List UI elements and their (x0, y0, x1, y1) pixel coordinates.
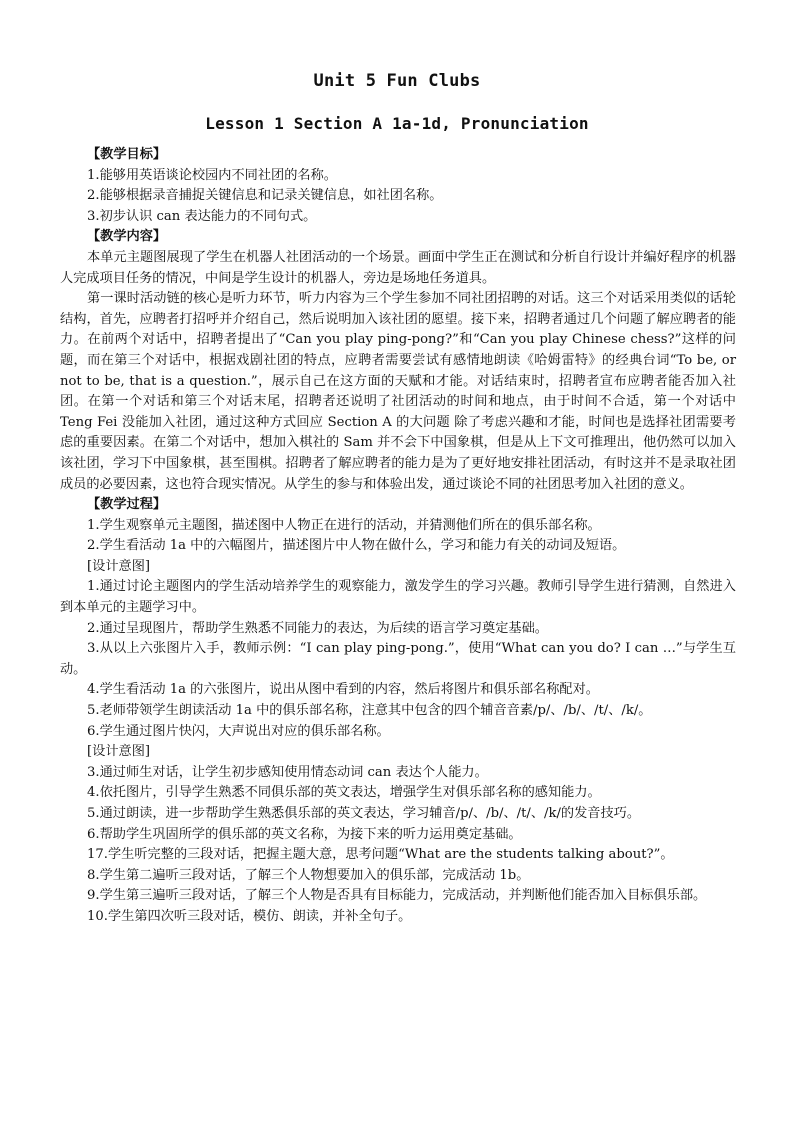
process-step: 6.帮助学生巩固所学的俱乐部的英文名称，为接下来的听力运用奠定基础。 (87, 826, 522, 842)
process-step: 1.学生观察单元主题图，描述图中人物正在进行的活动，并猜测他们所在的俱乐部名称。 (87, 517, 601, 533)
process-step: 6.学生通过图片快闪，大声说出对应的俱乐部名称。 (87, 723, 390, 739)
content-paragraph: 本单元主题图展现了学生在机器人社团活动的一个场景。画面中学生正在测试和分析自行设计并编好程序的机器人完成项目任务的情况，中间是学生设计的机器人，旁边是场地任务道具。 (60, 249, 736, 286)
design-intent-label: [设计意图] (87, 744, 151, 760)
process-step: 8.学生第二遍听三段对话，了解三个人物想要加入的俱乐部，完成活动 1b。 (87, 867, 530, 883)
content-paragraph: 第一课时活动链的核心是听力环节，听力内容为三个学生参加不同社团招聘的对话。这三个对话采用类似的话轮结构，首先，应聘者打招呼并介绍自己，然后说明加入该社团的愿望。接下来，招聘者通过几个问题了解应聘者的能力。在前两个对话中，招聘者提出了“Can you play ping-pong?”和“Can you play Chinese chess?”这样的问题，而在第三个对话中，根据戏剧社团的特点，应聘者需要尝试有感情地朗读《哈姆雷特》的经典台词“To be, or not to be, that is a question.”，展示自己在这方面的天赋和才能。对话结束时，招聘者宣布应聘者能否加入社团。在第一个对话和第三个对话末尾，招聘者还说明了社团活动的时间和地点，由于时间不合适，第一个对话中 Teng Fei 没能加入社团，通过这种方式回应 Section A 的大问题 除了考虑兴趣和才能，时间也是选择社团需要考虑的重要因素。在第二个对话中，想加入棋社的 Sam 并不会下中国象棋，但是从上下文可推理出，他仍然可以加入该社团，学习下中国象棋，甚至围棋。招聘者了解应聘者的能力是为了更好地安排社团活动，有时这并不是录取社团成员的必要因素，这也符合现实情况。从学生的参与和体验出发，通过谈论不同的社团思考加入社团的意义。 (60, 291, 736, 492)
section-heading-goals: 【教学目标】 (87, 147, 167, 162)
process-step: 17.学生听完整的三段对话，把握主题大意，思考问题“What are the students talking about?”。 (87, 847, 674, 863)
goal-item: 3.初步认识 can 表达能力的不同句式。 (87, 208, 317, 224)
document-body (60, 145, 736, 928)
process-step: 3.通过师生对话，让学生初步感知使用情态动词 can 表达个人能力。 (87, 764, 488, 780)
goal-item: 2.能够根据录音捕捉关键信息和记录关键信息，如社团名称。 (87, 188, 443, 204)
process-step: 4.学生看活动 1a 的六张图片，说出从图中看到的内容，然后将图片和俱乐部名称配对。 (87, 682, 599, 698)
process-step: 5.老师带领学生朗读活动 1a 中的俱乐部名称，注意其中包含的四个辅音音素/p/、/b/、/t/、/k/。 (87, 703, 652, 719)
section-heading-process: 【教学过程】 (87, 497, 167, 513)
process-step: 9.学生第三遍听三段对话，了解三个人物是否具有目标能力，完成活动，并判断他们能否加入目标俱乐部。 (87, 888, 707, 904)
process-step: 4.依托图片，引导学生熟悉不同俱乐部的英文表达，增强学生对俱乐部名称的感知能力。 (87, 785, 601, 801)
process-step: 1.通过讨论主题图内的学生活动培养学生的观察能力，激发学生的学习兴趣。教师引导学生进行猜测，自然进入到本单元的主题学习中。 (60, 579, 736, 616)
process-step: 5.通过朗读，进一步帮助学生熟悉俱乐部的英文表达，学习辅音/p/、/b/、/t/、/k/的发音技巧。 (87, 806, 641, 821)
design-intent-label: [设计意图] (87, 558, 151, 574)
lesson-subtitle: Lesson 1 Section A 1a-1d, Pronunciation (205, 114, 589, 133)
process-step: 2.学生看活动 1a 中的六幅图片，描述图片中人物在做什么，学习和能力有关的动词及短语。 (87, 538, 626, 554)
goal-item: 1.能够用英语谈论校园内不同社团的名称。 (87, 167, 337, 183)
page-title: Unit 5 Fun Clubs (313, 71, 481, 91)
process-step: 2.通过呈现图片，帮助学生熟悉不同能力的表达，为后续的语言学习奠定基础。 (87, 620, 548, 636)
process-step: 10.学生第四次听三段对话，模仿、朗读，并补全句子。 (87, 908, 412, 924)
process-step: 3.从以上六张图片入手，教师示例：“I can play ping-pong.”，使用“What can you do? I can …”与学生互动。 (60, 641, 736, 677)
section-heading-content: 【教学内容】 (87, 229, 167, 245)
